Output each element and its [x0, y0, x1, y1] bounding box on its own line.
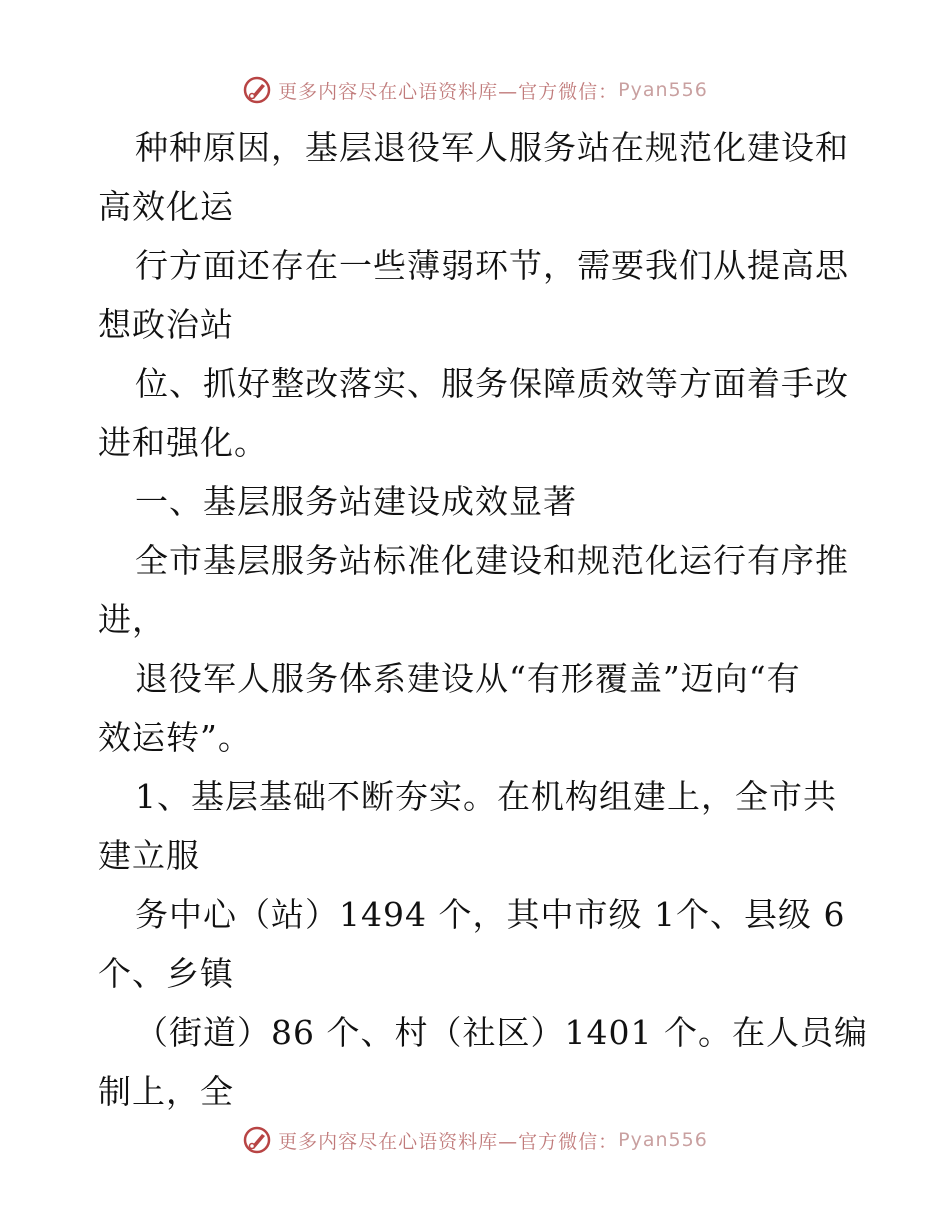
paragraph-line: 1、基层基础不断夯实。在机构组建上，全市共: [135, 777, 837, 816]
paragraph-line: 高效化运: [98, 187, 234, 226]
paragraph-line: 种种原因，基层退役军人服务站在规范化建设和: [135, 128, 849, 167]
brush-logo-icon: [242, 75, 272, 105]
header-watermark: [0, 70, 950, 110]
brush-logo-icon: [242, 1125, 272, 1155]
paragraph-line: 务中心（站）1494 个，其中市级 1个、县级 6: [135, 895, 846, 934]
paragraph-line: 进，: [98, 600, 166, 639]
paragraph-line: 行方面还存在一些薄弱环节，需要我们从提高思: [135, 246, 849, 285]
paragraph-line: 效运转”。: [98, 718, 252, 757]
banner-text: 更多内容尽在心语资料库—官方微信：: [278, 80, 619, 103]
footer-watermark: [0, 1120, 950, 1160]
paragraph-line: 位、抓好整改落实、服务保障质效等方面着手改: [135, 364, 849, 403]
paragraph-line: 建立服: [98, 836, 200, 875]
paragraph-line: 个、乡镇: [98, 954, 234, 993]
document-body: [98, 118, 868, 1121]
paragraph-line: 想政治站: [98, 305, 234, 344]
paragraph-line: 制上，全: [98, 1072, 234, 1111]
banner-text: 更多内容尽在心语资料库—官方微信：: [278, 1130, 619, 1153]
banner-wechat: Pyan556: [618, 79, 708, 101]
banner-wechat: Pyan556: [618, 1129, 708, 1151]
paragraph-line: 全市基层服务站标准化建设和规范化运行有序推: [135, 541, 849, 580]
section-heading: 一、基层服务站建设成效显著: [135, 482, 577, 521]
paragraph-line: （街道）86 个、村（社区）1401 个。在人员编: [135, 1013, 868, 1052]
paragraph-line: 进和强化。: [98, 423, 268, 462]
paragraph-line: 退役军人服务体系建设从“有形覆盖”迈向“有: [135, 659, 801, 698]
